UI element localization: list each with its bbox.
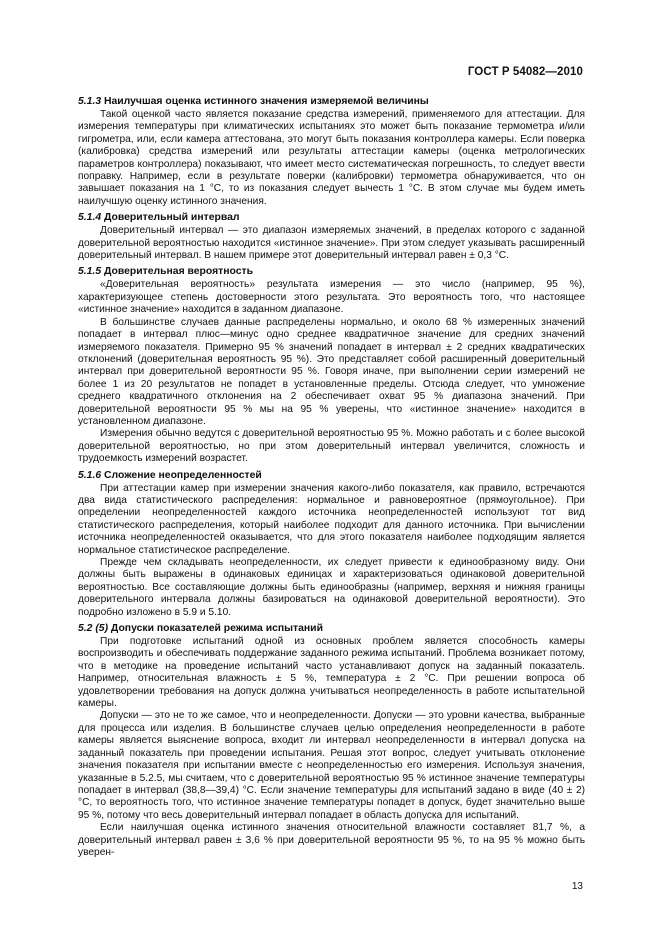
section-number: 5.1.4 xyxy=(78,212,102,224)
paragraph: Такой оценкой часто является показание средства измерений, применяемого для аттестации. Для измерения температуры при климатических испытаниях это может быть показание термометра и/или гигрометра, или, если камера аттестована, это могут быть показания контроллера камеры. Если поверка (калибровка) средства измерений или результаты аттестации камеры (оценка метрологических параметров контроллера) показывают, что имеет место систематическая погрешность, то следует ввести поправку. Например, если в результате поверки (калибровки) термометра обнаруживается, что он завышает показания на 1 °C, то из показания следует вычесть 1 °C. В этом случае мы будем иметь наилучшую оценку истинного значения. xyxy=(78,109,585,207)
section-heading xyxy=(78,469,585,482)
paragraph: Прежде чем складывать неопределенности, их следует привести к единообразному виду. Они должны быть выражены в одинаковых единицах и характеризоваться одинаковой доверительной вероятностью. Все составляющие должны быть единообразны (например, верхняя и нижняя границы доверительного интервала должны базироваться на одинаковой доверительной вероятности). Это подробно изложено в 5.9 и 5.10. xyxy=(78,557,585,618)
paragraph: Доверительный интервал — это диапазон измеряемых значений, в пределах которого с заданной доверительной вероятностью находится «истинное значение». При этом следует указывать расширенный доверительный интервал. В нашем примере этот доверительный интервал равен ± 0,3 °C. xyxy=(78,225,585,262)
section-title: Доверительный интервал xyxy=(104,212,240,224)
paragraph: Если наилучшая оценка истинного значения относительной влажности составляет 81,7 %, а доверительный интервал равен ± 3,6 % при доверительной вероятности 95 %, то на 95 % можно быть уверен- xyxy=(78,822,585,858)
paragraph: При подготовке испытаний одной из основных проблем является способность камеры воспроизводить и обеспечивать поддержание заданного режима испытаний. Проблема возникает потому, что в методике на проведение испытаний часто устанавливают допуск на заданный показатель. Например, относительная влажность ± 5 %, температура ± 2 °C. При решении вопроса об удовлетворении требования на допуск должна учитываться неопределенность в работе испытательной камеры. xyxy=(78,636,585,710)
section-title: Допуски показателей режима испытаний xyxy=(110,623,323,635)
document-header: ГОСТ Р 54082—2010 xyxy=(467,66,583,78)
page-number: 13 xyxy=(571,881,583,892)
paragraph: «Доверительная вероятность» результата измерения — это число (например, 95 %), характеризующее степень достоверности этого результата. Это вероятность того, что настоящее «истинное значение» находится в заданном диапазоне. xyxy=(78,279,585,316)
paragraph: При аттестации камер при измерении значения какого-либо показателя, как правило, встречаются два вида статистического распределения: нормальное и равновероятное (прямоугольное). При определении неопределенностей каждого источника неопределенностей используют тот вид статистического распределения, который наиболее подходит для данного источника. При вычислении источника неопределенностей оказывается, что для этого показателя наиболее подходящим является нормальное статистическое распределение. xyxy=(78,482,585,556)
paragraph: В большинстве случаев данные распределены нормально, и около 68 % измеренных значений попадает в интервал плюс—минус одно среднее квадратичное значение для средних значений измеряемого показателя. Примерно 95 % значений попадает в интервал ± 2 средних квадратических отклонений (доверительная вероятность 95 %). Это представляет собой расширенный доверительный интервал при доверительной вероятности 95 %. Говоря иначе, при выполнении серии измерений не более 1 из 20 результатов не попадет в установленные пределы. Отсюда следует, что умножение среднего квадратичного отклонения на 2 обеспечивает охват 95 % диапазона значений. При доверительной вероятности 95 % мы на 95 % уверены, что «истинное значение» находится в установленном диапазоне. xyxy=(78,316,585,427)
section-title: Доверительная вероятность xyxy=(104,266,253,278)
section-heading xyxy=(78,211,585,224)
paragraph: Измерения обычно ведутся с доверительной вероятностью 95 %. Можно работать и с более высокой доверительной вероятностью, но при этом доверительный интервал увеличится, сложность и трудоемкость измерений возрастет. xyxy=(78,428,585,465)
section-heading xyxy=(78,622,585,635)
section-title: Наилучшая оценка истинного значения измеряемой величины xyxy=(104,96,429,107)
document-body xyxy=(78,92,585,859)
section-number: 5.2 (5) xyxy=(78,623,109,635)
paragraph: Допуски — это не то же самое, что и неопределенности. Допуски — это уровни качества, выбранные для процесса или изделия. В большинстве случаев целью определения неопределенности в работе камеры является выяснение вопроса, входит ли интервал неопределенности в интервал допуска на заданный показатель при проведении испытания. Решая этот вопрос, следует учитывать отклонение значения показателя при испытании вместе с неопределенностью его измерения. Используя значения, указанные в 5.2.5, мы считаем, что с доверительной вероятностью 95 % истинное значение температуры попадает в интервал (38,8—39,4) °C. Если значение температуры для испытаний задано в виде (40 ± 2) °C, то вероятность того, что истинное значение температуры попадет в допуск, будет значительно выше 95 %, потому что весь доверительный интервал попадает в область допуска для испытаний. xyxy=(78,710,585,821)
section-heading xyxy=(78,265,585,278)
section-heading xyxy=(78,95,585,108)
section-title: Сложение неопределенностей xyxy=(104,469,262,481)
section-number: 5.1.5 xyxy=(78,266,102,278)
section-number: 5.1.6 xyxy=(78,469,102,481)
section-number: 5.1.3 xyxy=(78,96,102,107)
